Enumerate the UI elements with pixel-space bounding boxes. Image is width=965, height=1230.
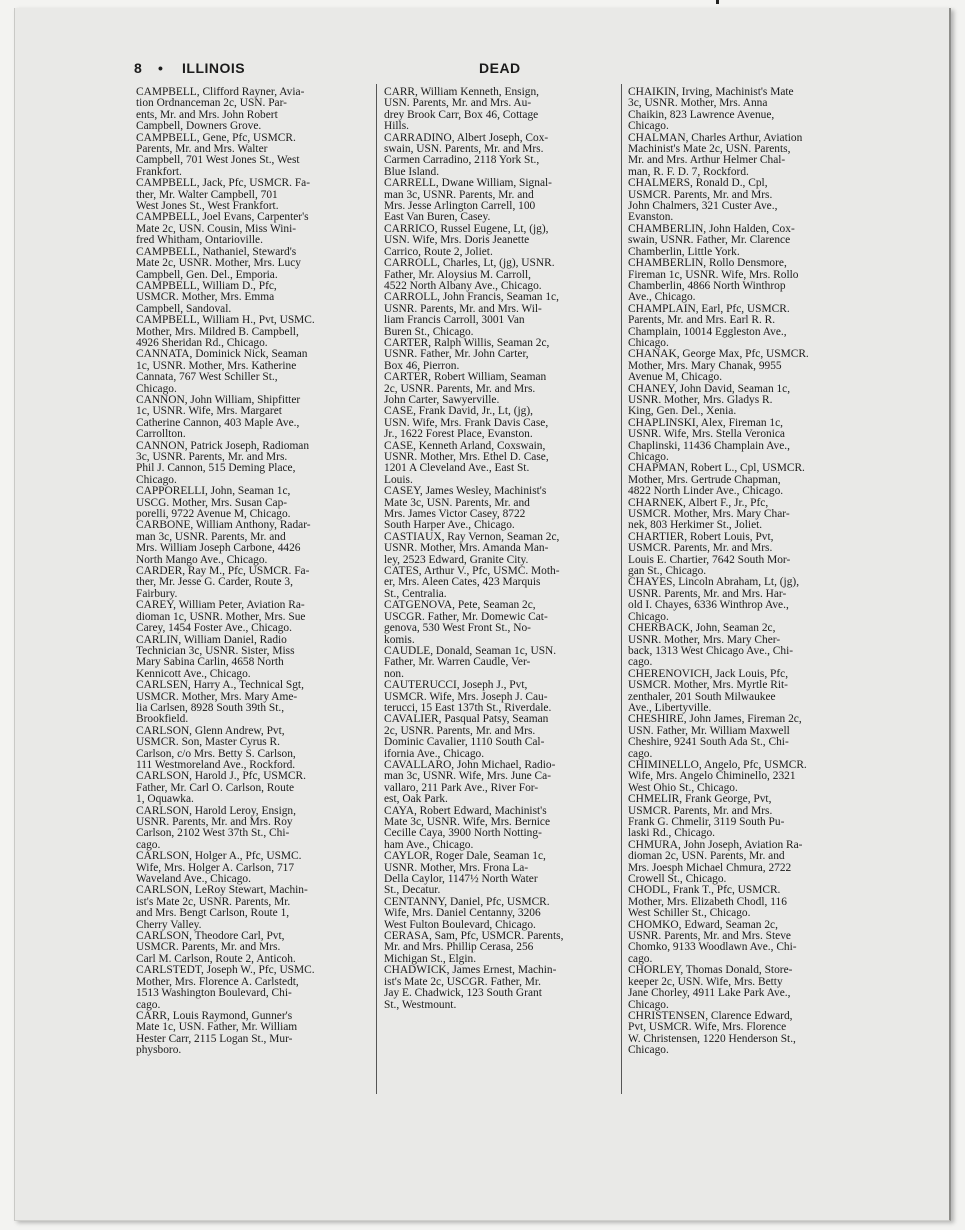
list-item: CHODL, Frank T., Pfc, USMCR. Mother, Mrs. Elizabeth Chodl, 116 West Schiller St., Chicago. <box>628 884 787 920</box>
list-item: CAYA, Robert Edward, Machinist's Mate 3c, USNR. Wife, Mrs. Bernice Cecille Caya, 3900 North Notting- ham Ave., Chicago. <box>384 804 551 851</box>
list-item: CARLSEN, Harry A., Technical Sgt, USMCR. Mother, Mrs. Mary Ame- lia Carlsen, 8928 South 39th St., Brookfield. <box>136 679 304 726</box>
list-item: CHADWICK, James Ernest, Machin- ist's Mate 2c, USCGR. Father, Mr. Jay E. Chadwick, 123 South Grant St., Westmount. <box>384 964 557 1011</box>
list-item: CASE, Frank David, Jr., Lt, (jg), USN. Wife, Mrs. Frank Davis Case, Jr., 1622 Forest Place, Evanston. <box>384 405 549 441</box>
list-item: CHARNEK, Albert F., Jr., Pfc, USMCR. Mother, Mrs. Mary Char- nek, 803 Herkimer St., Joliet. <box>628 496 790 532</box>
list-item: CAVALLARO, John Michael, Radio- man 3c, USNR. Wife, Mrs. June Ca- vallaro, 211 Park Ave., River For- est, Oak Park. <box>384 758 556 806</box>
section-title: DEAD <box>479 60 521 76</box>
list-item: CHALMAN, Charles Arthur, Aviation Machinist's Mate 2c, USN. Parents, Mr. and Mrs. Arthur Helmer Chal- man, R. F. D. 7, Rockford. <box>628 131 803 178</box>
list-item: CARLSON, Glenn Andrew, Pvt, USMCR. Son, Master Cyrus R. Carlson, c/o Mrs. Betty S. Carlson, 111 Westmoreland Ave., Rockford. <box>136 724 296 771</box>
list-item: CHERBACK, John, Seaman 2c, USNR. Mother, Mrs. Mary Cher- back, 1313 West Chicago Ave., Chi- cago. <box>628 622 794 669</box>
column-divider <box>621 84 622 1094</box>
list-item: CHALMERS, Ronald D., Cpl, USMCR. Parents, Mr. and Mrs. John Chalmers, 321 Custer Ave., Evanston. <box>628 177 778 224</box>
list-item: CHAPLINSKI, Alex, Fireman 1c, USNR. Wife, Mrs. Stella Veronica Chaplinski, 11436 Champlain Ave., Chicago. <box>628 416 790 463</box>
list-item: CARLSON, Holger A., Pfc, USMC. Wife, Mrs. Holger A. Carlson, 717 Waveland Ave., Chicago. <box>136 850 302 886</box>
list-item: CARR, William Kenneth, Ensign, USN. Parents, Mr. and Mrs. Au- drey Brook Carr, Box 46, Cottage Hills. <box>384 86 539 133</box>
list-item: CARROLL, John Francis, Seaman 1c, USNR. Parents, Mr. and Mrs. Wil- liam Francis Carroll, 3001 Van Buren St., Chicago. <box>384 291 559 338</box>
list-item: CATES, Arthur V., Pfc, USMC. Moth- er, Mrs. Aleen Cates, 423 Marquis St., Centralia. <box>384 565 560 600</box>
list-item: CHAIKIN, Irving, Machinist's Mate 3c, USNR. Mother, Mrs. Anna Chaikin, 823 Lawrence Avenue, Chicago. <box>628 86 794 133</box>
list-item: CARRICO, Russel Eugene, Lt, (jg), USN. Wife, Mrs. Doris Jeanette Carrico, Route 2, Joliet. <box>384 222 549 258</box>
list-item: CARTER, Ralph Willis, Seaman 2c, USNR. Father, Mr. John Carter, Box 46, Pierron. <box>384 336 550 372</box>
column-1 <box>136 87 372 1057</box>
page-header <box>134 60 864 80</box>
column-2 <box>384 87 616 1011</box>
column-divider <box>376 84 377 1094</box>
list-item: CARLSTEDT, Joseph W., Pfc, USMC. Mother, Mrs. Florence A. Carlstedt, 1513 Washington Boulevard, Chi- cago. <box>136 964 315 1011</box>
list-item: CARTER, Robert William, Seaman 2c, USNR. Parents, Mr. and Mrs. John Carter, Sawyerville. <box>384 371 547 406</box>
list-item: CARLIN, William Daniel, Radio Technician 3c, USNR. Sister, Miss Mary Sabina Carlin, 4658 North Kennicott Ave., Chicago. <box>136 633 295 680</box>
list-item: CENTANNY, Daniel, Pfc, USMCR. Wife, Mrs. Daniel Centanny, 3206 West Fulton Boulevard, Chicago. <box>384 895 550 931</box>
binder-mark <box>716 0 719 4</box>
list-item: CASTIAUX, Ray Vernon, Seaman 2c, USNR. Mother, Mrs. Amanda Man- ley, 2523 Edward, Granite City. <box>384 530 560 566</box>
list-item: CHARTIER, Robert Louis, Pvt, USMCR. Parents, Mr. and Mrs. Louis E. Chartier, 7642 South Mor- gan St., Chicago. <box>628 530 791 578</box>
list-item: CAMPBELL, Nathaniel, Steward's Mate 2c, USNR. Mother, Mrs. Lucy Campbell, Gen. Del., Emporia. <box>136 245 302 281</box>
list-item: CAUDLE, Donald, Seaman 1c, USN. Father, Mr. Warren Caudle, Ver- non. <box>384 644 557 680</box>
list-item: CHRISTENSEN, Clarence Edward, Pvt, USMCR. Wife, Mrs. Florence W. Christensen, 1220 Henderson St., Chicago. <box>628 1009 796 1057</box>
list-item: CHAPMAN, Robert L., Cpl, USMCR. Mother, Mrs. Gertrude Chapman, 4822 North Linder Ave., Chicago. <box>628 462 805 498</box>
list-item: CARRELL, Dwane William, Signal- man 3c, USNR. Parents, Mr. and Mrs. Jesse Arlington Carrell, 100 East Van Buren, Casey. <box>384 177 552 224</box>
list-item: CARDER, Ray M., Pfc, USMCR. Fa- ther, Mr. Jesse G. Carder, Route 3, Fairbury. <box>136 565 310 600</box>
list-item: CHANAK, George Max, Pfc, USMCR. Mother, Mrs. Mary Chanak, 9955 Avenue M, Chicago. <box>628 348 809 384</box>
list-item: CHMELIR, Frank George, Pvt, USMCR. Parents, Mr. and Mrs. Frank G. Chmelir, 3119 South Pu- laski Rd., Chicago. <box>628 793 785 840</box>
list-item: CANNON, John William, Shipfitter 1c, USNR. Wife, Mrs. Margaret Catherine Cannon, 403 Maple Ave., Carrollton. <box>136 393 301 441</box>
list-item: CHIMINELLO, Angelo, Pfc, USMCR. Wife, Mrs. Angelo Chiminello, 2321 West Ohio St., Chicago. <box>628 758 807 794</box>
list-item: CASEY, James Wesley, Machinist's Mate 3c, USN. Parents, Mr. and Mrs. James Victor Casey, 8722 South Harper Ave., Chicago. <box>384 485 547 532</box>
list-item: CAMPBELL, Clifford Rayner, Avia- tion Ordnanceman 2c, USN. Par- ents, Mr. and Mrs. John Robert Campbell, Downers Grove. <box>136 86 305 133</box>
list-item: CAMPBELL, Joel Evans, Carpenter's Mate 2c, USN. Cousin, Miss Wini- fred Whitham, Ontarioville. <box>136 211 309 247</box>
list-item: CARLSON, Theodore Carl, Pvt, USMCR. Parents, Mr. and Mrs. Carl M. Carlson, Route 2, Anticoh. <box>136 930 296 965</box>
list-item: CANNATA, Dominick Nick, Seaman 1c, USNR. Mother, Mrs. Katherine Cannata, 767 West Schiller St., Chicago. <box>136 348 308 395</box>
list-item: CARROLL, Charles, Lt, (jg), USNR. Father, Mr. Aloysius M. Carroll, 4522 North Albany Ave., Chicago. <box>384 257 555 292</box>
list-item: CHAMBERLIN, Rollo Densmore, Fireman 1c, USNR. Wife, Mrs. Rollo Chamberlin, 4866 North Winthrop Ave., Chicago. <box>628 257 799 304</box>
list-item: CARRADINO, Albert Joseph, Cox- swain, USN. Parents, Mr. and Mrs. Carmen Carradino, 2118 York St., Blue Island. <box>384 131 549 178</box>
list-item: CARR, Louis Raymond, Gunner's Mate 1c, USN. Father, Mr. William Hester Carr, 2115 Logan St., Mur- physboro. <box>136 1009 298 1057</box>
list-item: CAMPBELL, Gene, Pfc, USMCR. Parents, Mr. and Mrs. Walter Campbell, 701 West Jones St., West Frankfort. <box>136 131 300 178</box>
list-item: CARLSON, Harold Leroy, Ensign, USNR. Parents, Mr. and Mrs. Roy Carlson, 2102 West 37th St., Chi- cago. <box>136 804 296 851</box>
list-item: CHOMKO, Edward, Seaman 2c, USNR. Parents, Mr. and Mrs. Steve Chomko, 9133 Woodlawn Ave., Chi- cago. <box>628 918 797 965</box>
list-item: CHAYES, Lincoln Abraham, Lt, (jg), USNR. Parents, Mr. and Mrs. Har- old I. Chayes, 6336 Winthrop Ave., Chicago. <box>628 576 800 623</box>
list-item: CHORLEY, Thomas Donald, Store- keeper 2c, USN. Wife, Mrs. Betty Jane Chorley, 4911 Lake Park Ave., Chicago. <box>628 964 793 1011</box>
list-item: CAMPBELL, Jack, Pfc, USMCR. Fa- ther, Mr. Walter Campbell, 701 West Jones St., West Frankfort. <box>136 177 311 213</box>
column-3 <box>628 87 864 1057</box>
list-item: CARLSON, LeRoy Stewart, Machin- ist's Mate 2c, USNR. Parents, Mr. and Mrs. Bengt Carlson, Route 1, Cherry Valley. <box>136 884 308 931</box>
list-item: CHESHIRE, John James, Fireman 2c, USN. Father, Mr. William Maxwell Cheshire, 9241 South Ada St., Chi- cago. <box>628 713 802 760</box>
list-item: CATGENOVA, Pete, Seaman 2c, USCGR. Father, Mr. Domewic Cat- genova, 530 West Front St., No- komis. <box>384 599 548 646</box>
list-item: CERASA, Sam, Pfc, USMCR. Parents, Mr. and Mrs. Phillip Cerasa, 256 Michigan St., Elgin. <box>384 930 564 965</box>
list-item: CANNON, Patrick Joseph, Radioman 3c, USNR. Parents, Mr. and Mrs. Phil J. Cannon, 515 Deming Place, Chicago. <box>136 439 310 486</box>
list-item: CARLSON, Harold J., Pfc, USMCR. Father, Mr. Carl O. Carlson, Route 1, Oquawka. <box>136 770 306 806</box>
state-name: ILLINOIS <box>182 60 246 76</box>
list-item: CHAMPLAIN, Earl, Pfc, USMCR. Parents, Mr. and Mrs. Earl R. R. Champlain, 10014 Eggleston Ave., Chicago. <box>628 302 790 349</box>
list-item: CHANEY, John David, Seaman 1c, USNR. Mother, Mrs. Gladys R. King, Gen. Del., Xenia. <box>628 382 791 418</box>
list-item: CAYLOR, Roger Dale, Seaman 1c, USNR. Mother, Mrs. Frona La- Della Caylor, 1147½ North Water St., Decatur. <box>384 850 546 897</box>
list-item: CASE, Kenneth Arland, Coxswain, USNR. Mother, Mrs. Ethel D. Case, 1201 A Cleveland Ave., East St. Louis. <box>384 439 549 486</box>
page-number: 8 <box>134 60 143 76</box>
header-bullet: • <box>158 60 164 76</box>
list-item: CAPPORELLI, John, Seaman 1c, USCG. Mother, Mrs. Susan Cap- porelli, 9722 Avenue M, Chicago. <box>136 485 291 521</box>
list-item: CAMPBELL, William H., Pvt, USMC. Mother, Mrs. Mildred B. Campbell, 4926 Sheridan Rd., Chicago. <box>136 314 315 349</box>
list-item: CAUTERUCCI, Joseph J., Pvt, USMCR. Wife, Mrs. Joseph J. Cau- terucci, 15 East 137th St., Riverdale. <box>384 679 552 714</box>
list-item: CAVALIER, Pasqual Patsy, Seaman 2c, USNR. Parents, Mr. and Mrs. Dominic Cavalier, 1110 South Cal- ifornia Ave., Chicago. <box>384 713 549 760</box>
list-item: CHERENOVICH, Jack Louis, Pfc, USMCR. Mother, Mrs. Myrtle Rit- zenthaler, 201 South Milwaukee Ave., Libertyville. <box>628 667 789 714</box>
list-item: CAREY, William Peter, Aviation Ra- dioman 1c, USNR. Mother, Mrs. Sue Carey, 1454 Foster Ave., Chicago. <box>136 599 306 635</box>
list-item: CARBONE, William Anthony, Radar- man 3c, USNR. Parents, Mr. and Mrs. William Joseph Carbone, 4426 North Mango Ave., Chicago. <box>136 519 311 566</box>
list-item: CHMURA, John Joseph, Aviation Ra- dioman 2c, USN. Parents, Mr. and Mrs. Joesph Michael Chmura, 2722 Crowell St., Chicago. <box>628 838 803 886</box>
list-item: CHAMBERLIN, John Halden, Cox- swain, USNR. Father, Mr. Clarence Chamberlin, Little York. <box>628 222 795 258</box>
list-item: CAMPBELL, William D., Pfc, USMCR. Mother, Mrs. Emma Campbell, Sandoval. <box>136 279 277 315</box>
